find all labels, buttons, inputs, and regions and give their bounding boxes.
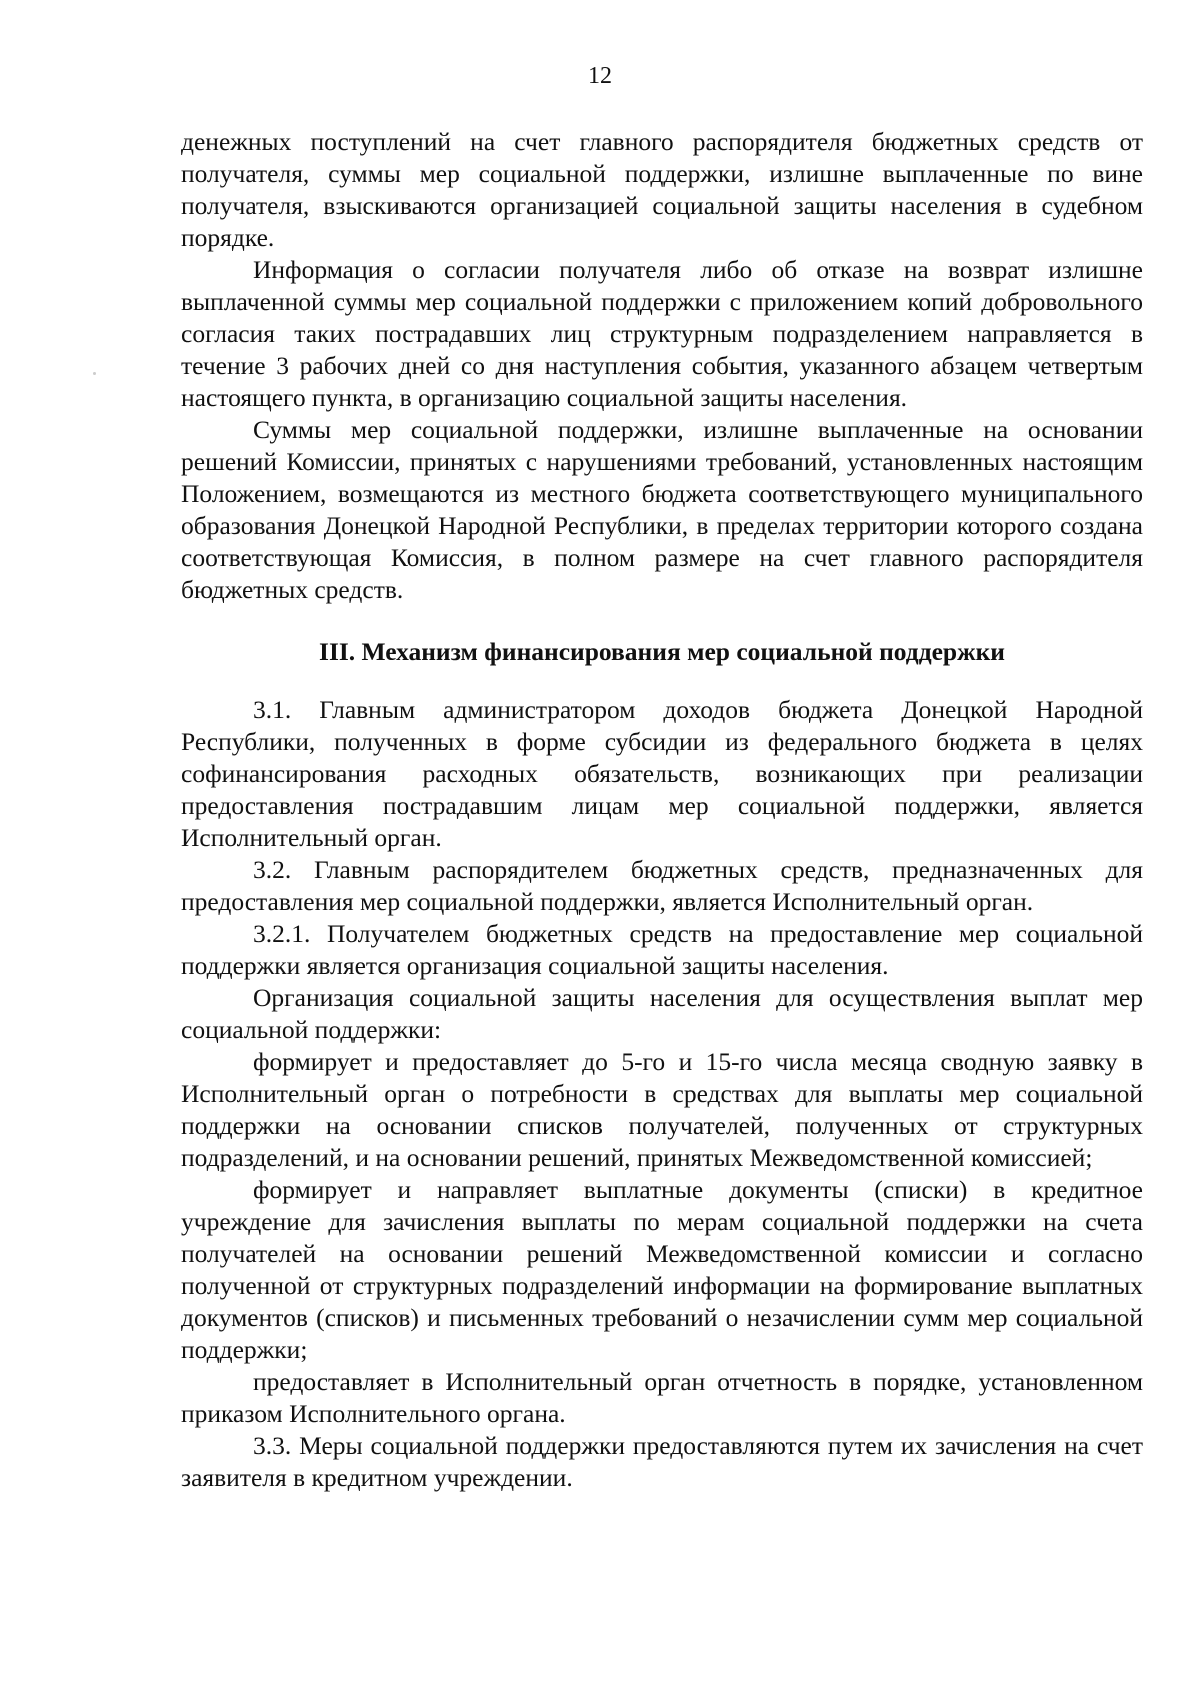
paragraph-reimbursement: Суммы мер социальной поддержки, излишне выплаченные на основании решений Комиссии, принятых с нарушениями требований, установленных настоящим Положением, возмещаются из местного бюджета соответствующего муниципального образования Донецкой Народной Республики, в пределах территории которого создана соответствующая Комиссия, в полном размере на счет главного распорядителя бюджетных средств. xyxy=(181,415,1143,604)
paragraph-3-2-1: 3.2.1. Получателем бюджетных средств на предоставление мер социальной поддержки является организация социальной защиты населения. xyxy=(181,919,1143,980)
list-item-duty-2: формирует и направляет выплатные документы (списки) в кредитное учреждение для зачисления выплаты по мерам социальной поддержки на счета получателей на основании решений Межведомственной комиссии и согласно полученной от структурных подразделений информации на формирование выплатных документов (списков) и письменных требований о незачислении сумм мер социальной поддержки; xyxy=(181,1175,1143,1364)
paragraph-consent-info: Информация о согласии получателя либо об отказе на возврат излишне выплаченной суммы мер социальной поддержки с приложением копий добровольного согласия таких пострадавших лиц структурным подразделением направляется в течение 3 рабочих дней со дня наступления события, указанного абзацем четвертым настоящего пункта, в организацию социальной защиты населения. xyxy=(181,255,1143,412)
paragraph-3-3: 3.3. Меры социальной поддержки предоставляются путем их зачисления на счет заявителя в кредитном учреждении. xyxy=(181,1431,1143,1492)
paragraph-org-duties: Организация социальной защиты населения для осуществления выплат мер социальной поддержки: xyxy=(181,983,1143,1044)
paragraph-3-2: 3.2. Главным распорядителем бюджетных средств, предназначенных для предоставления мер социальной поддержки, является Исполнительный орган. xyxy=(181,855,1143,916)
paragraph-continuation: денежных поступлений на счет главного распорядителя бюджетных средств от получателя, суммы мер социальной поддержки, излишне выплаченные по вине получателя, взыскиваются организацией социальной защиты населения в судебном порядке. xyxy=(181,127,1143,252)
scan-artifact xyxy=(93,372,96,375)
document-body xyxy=(181,126,1143,1494)
list-item-duty-1: формирует и предоставляет до 5-го и 15-го числа месяца сводную заявку в Исполнительный орган о потребности в средствах для выплаты мер социальной поддержки на основании списков получателей, полученных от структурных подразделений, и на основании решений, принятых Межведомственной комиссией; xyxy=(181,1047,1143,1172)
section-heading: III. Механизм финансирования мер социальной поддержки xyxy=(319,637,1005,666)
paragraph-3-1: 3.1. Главным администратором доходов бюджета Донецкой Народной Республики, полученных в форме субсидии из федерального бюджета в целях софинансирования расходных обязательств, возникающих при реализации предоставления пострадавшим лицам мер социальной поддержки, является Исполнительный орган. xyxy=(181,695,1143,852)
list-item-duty-3: предоставляет в Исполнительный орган отчетность в порядке, установленном приказом Исполнительного органа. xyxy=(181,1367,1143,1428)
page-number: 12 xyxy=(588,63,612,89)
